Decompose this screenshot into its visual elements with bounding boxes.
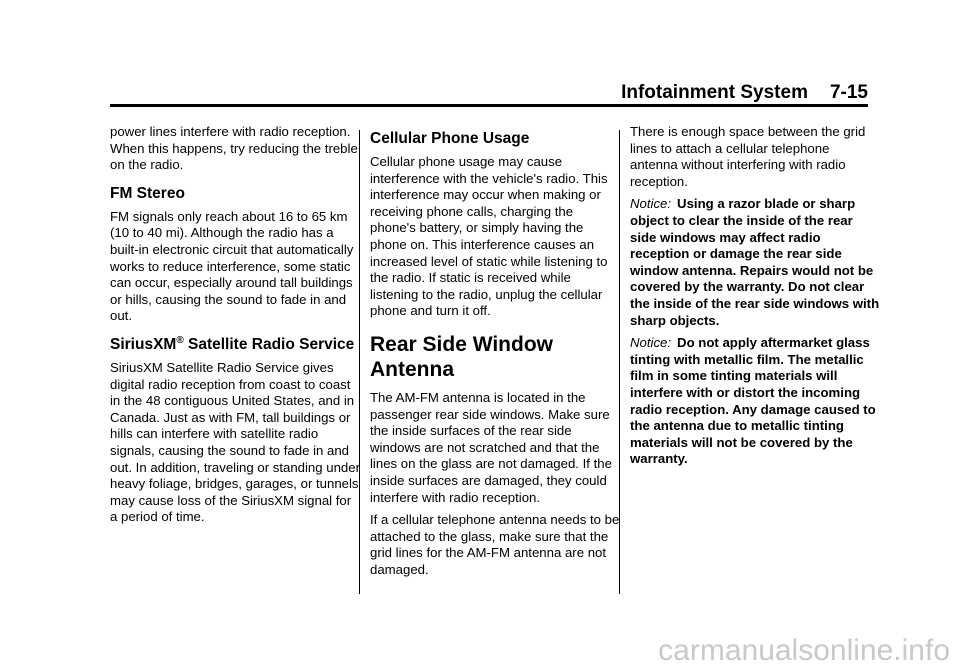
notice-razor-blade (630, 196, 880, 329)
siriusxm-heading-rest: Satellite Radio Service (183, 335, 355, 353)
rear-window-antenna-heading: Rear Side Window Antenna (370, 332, 554, 381)
fm-stereo-paragraph: FM signals only reach about 16 to 65 km (10 to 40 mi). Although the radio has a built-in electronic circuit that automatically works to reduce interference, some static can occur, especially around tall buildings or hills, causing the sound to fade in and out. (110, 208, 354, 324)
column-3 (630, 124, 880, 474)
siriusxm-heading-brand: SiriusXM (110, 335, 177, 353)
section-title: Infotainment System (621, 82, 808, 103)
cellular-phone-paragraph: Cellular phone usage may cause interference with the vehicle's radio. This interference may occur when making or receiving phone calls, charging the phone's battery, or simply having the phone on. This interference causes an increased level of static while listening to the radio. If static is received while listening to the radio, unplug the cellular phone and turn it off. (370, 154, 608, 319)
notice-text: Using a razor blade or sharp object to clear the inside of the rear side windows may affect radio reception or damage the rear side window antenna. Repairs would not be covered by the warranty. Do not clear the inside of the rear side windows with sharp objects. (630, 196, 880, 328)
header-rule (110, 104, 868, 107)
fm-stereo-heading: FM Stereo (110, 184, 185, 202)
rear-window-antenna-paragraph-1: The AM-FM antenna is located in the passenger rear side windows. Make sure the inside surfaces of the rear side windows are not scratched and that the lines on the glass are not damaged. If the inside surfaces are damaged, they could interfere with radio reception. (370, 389, 612, 505)
siriusxm-paragraph: SiriusXM Satellite Radio Service gives digital radio reception from coast to coast in the 48 contiguous United States, and in Canada. Just as with FM, tall buildings or hills can interfere with satellite radio signals, causing the sound to fade in and out. In addition, traveling or standing under heavy foliage, bridges, garages, or tunnels may cause loss of the SiriusXM signal for a period of time. (110, 359, 360, 525)
grid-space-paragraph: There is enough space between the grid lines to attach a cellular telephone antenna without interfering with radio reception. (630, 124, 866, 189)
page-header (110, 82, 868, 104)
notice-label: Notice: (630, 196, 672, 212)
notice-label: Notice: (630, 335, 672, 351)
intro-paragraph: power lines interfere with radio reception. When this happens, try reducing the treble on the radio. (110, 124, 358, 173)
page-header-title (621, 82, 868, 104)
cellular-phone-heading: Cellular Phone Usage (370, 130, 530, 147)
notice-text: Do not apply aftermarket glass tinting with metallic film. The metallic film in some tinting materials will interfere with or distort the incoming radio reception. Any damage caused to the antenna due to metallic tinting materials will not be covered by the warranty. (630, 335, 876, 467)
column-1 (110, 124, 360, 532)
rear-window-antenna-paragraph-2: If a cellular telephone antenna needs to be attached to the glass, make sure that the grid lines for the AM-FM antenna are not damaged. (370, 512, 620, 577)
column-2 (370, 129, 620, 584)
notice-tinting (630, 335, 880, 468)
watermark: carmanualsonline.info (658, 634, 950, 667)
registered-mark: ® (176, 334, 184, 346)
siriusxm-heading (110, 335, 360, 354)
page-number: 7-15 (829, 82, 868, 103)
